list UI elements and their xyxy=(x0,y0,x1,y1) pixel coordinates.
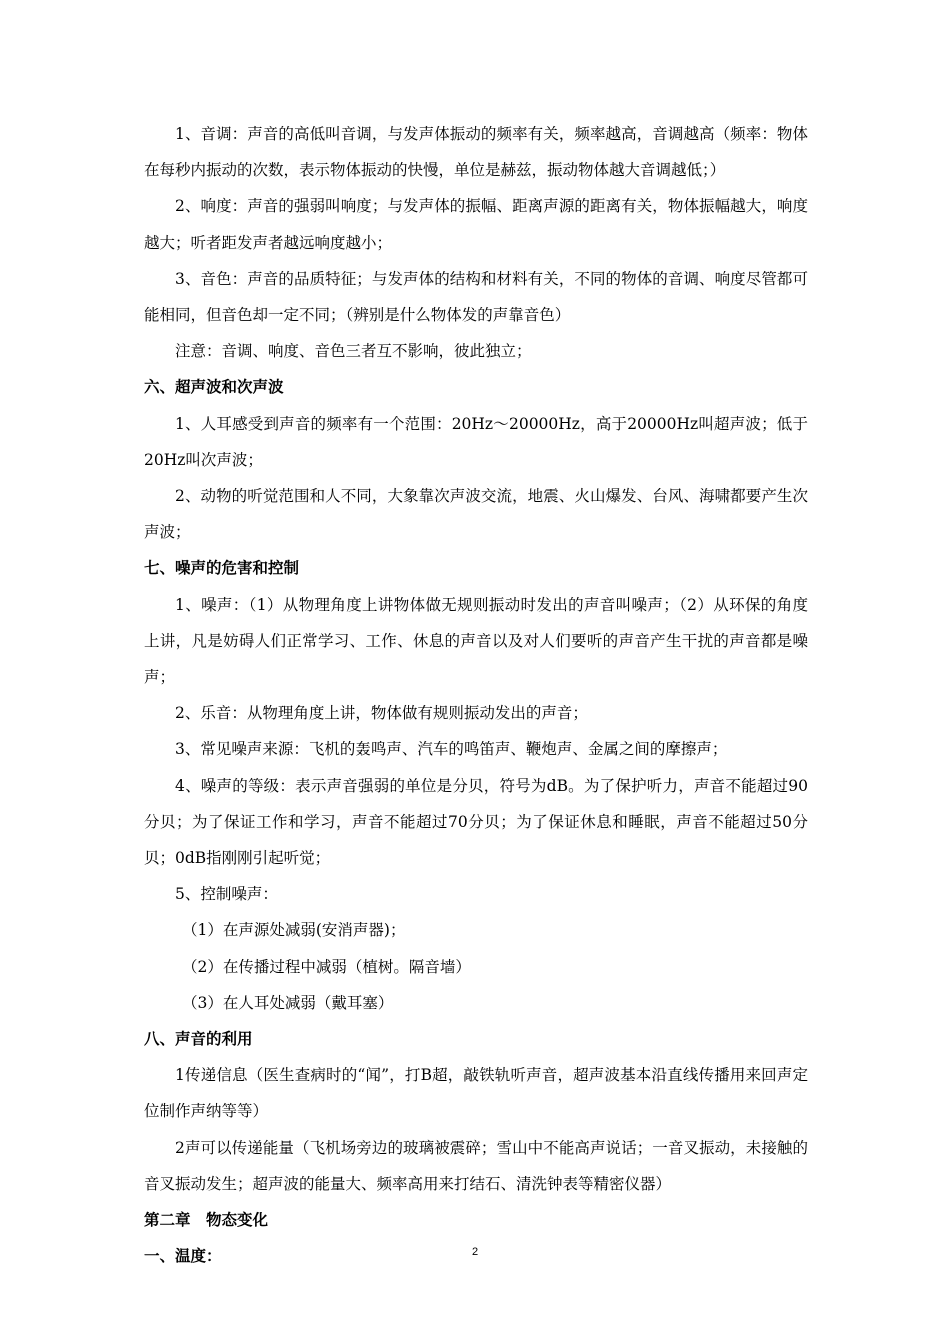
paragraph-tone: 1、音调：声音的高低叫音调，与发声体振动的频率有关，频率越高，音调越高（频率：物体在每秒内振动的次数，表示物体振动的快慢，单位是赫兹，振动物体越大音调越低；） xyxy=(144,125,808,180)
paragraph-energy: 2声可以传递能量（飞机场旁边的玻璃被震碎；雪山中不能高声说话；一音叉振动，未接触的音叉振动发生；超声波的能量大、频率高用来打结石、清洗钟表等精密仪器） xyxy=(144,1138,808,1193)
paragraph-note: 注意：音调、响度、音色三者互不影响，彼此独立； xyxy=(175,342,532,361)
list-item-source: （1）在声源处减弱(安消声器)； xyxy=(182,921,406,940)
paragraph-loudness: 2、响度：声音的强弱叫响度；与发声体的振幅、距离声源的距离有关，物体振幅越大，响度越大；听者距发声者越远响度越小； xyxy=(144,197,808,252)
paragraph-information: 1传递信息（医生查病时的“闻”，打B超，敲铁轨听声音，超声波基本沿直线传播用来回声定位制作声纳等等） xyxy=(144,1066,808,1121)
section-heading-noise: 七、噪声的危害和控制 xyxy=(144,559,300,578)
section-heading-ultrasound: 六、超声波和次声波 xyxy=(144,378,284,397)
paragraph-noise-sources: 3、常见噪声来源：飞机的轰鸣声、汽车的鸣笛声、鞭炮声、金属之间的摩擦声； xyxy=(175,740,728,759)
paragraph-noise-control: 5、控制噪声： xyxy=(175,885,278,904)
paragraph-animal-hearing: 2、动物的听觉范围和人不同，大象靠次声波交流，地震、火山爆发、台风、海啸都要产生次声波； xyxy=(144,487,808,542)
paragraph-timbre: 3、音色：声音的品质特征；与发声体的结构和材料有关，不同的物体的音调、响度尽管都可能相同，但音色却一定不同；（辨别是什么物体发的声靠音色） xyxy=(144,269,808,325)
section-heading-temperature: 一、温度： xyxy=(144,1247,222,1266)
section-heading-sound-use: 八、声音的利用 xyxy=(144,1030,253,1049)
document-body xyxy=(144,116,808,1275)
chapter-heading: 第二章 物态变化 xyxy=(144,1211,269,1230)
list-item-ear: （3）在人耳处减弱（戴耳塞） xyxy=(182,993,394,1012)
paragraph-noise-levels: 4、噪声的等级：表示声音强弱的单位是分贝，符号为dB。为了保护听力，声音不能超过90分贝；为了保证工作和学习，声音不能超过70分贝；为了保证休息和睡眠，声音不能超过50分贝；0dB指刚刚引起听觉； xyxy=(144,776,808,868)
paragraph-musical-sound: 2、乐音：从物理角度上讲，物体做有规则振动发出的声音； xyxy=(175,704,588,723)
paragraph-noise-definition: 1、噪声：（1）从物理角度上讲物体做无规则振动时发出的声音叫噪声；（2）从环保的角度上讲，凡是妨碍人们正常学习、工作、休息的声音以及对人们要听的声音产生干扰的声音都是噪声； xyxy=(144,595,808,687)
paragraph-hearing-range: 1、人耳感受到声音的频率有一个范围：20Hz～20000Hz，高于20000Hz叫超声波；低于20Hz叫次声波； xyxy=(144,414,808,469)
page-number: 2 xyxy=(471,1246,479,1258)
list-item-transmission: （2）在传播过程中减弱（植树。隔音墙） xyxy=(182,957,471,976)
